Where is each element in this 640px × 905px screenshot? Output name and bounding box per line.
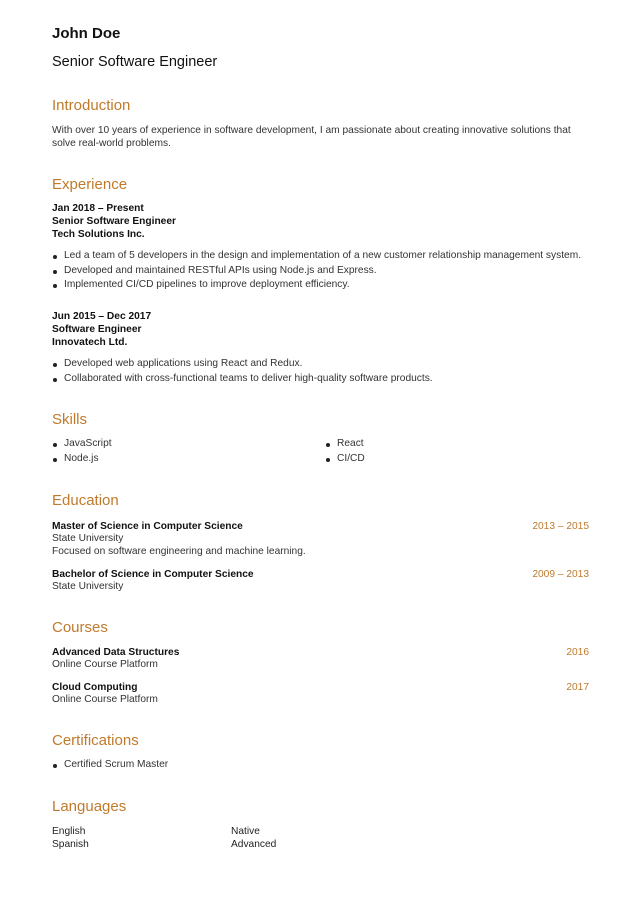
list-item: Developed and maintained RESTful APIs using Node.js and Express. — [52, 264, 581, 279]
skills-list-right — [325, 437, 365, 466]
course-provider: Online Course Platform — [52, 659, 158, 670]
education-years: 2013 – 2015 — [532, 521, 589, 532]
language-row — [52, 838, 589, 851]
list-item: Collaborated with cross-functional teams to deliver high-quality software products. — [52, 372, 433, 387]
job-dates: Jun 2015 – Dec 2017 — [52, 311, 152, 322]
language-name: Spanish — [52, 839, 89, 850]
course-entry — [52, 681, 589, 694]
course-year: 2016 — [566, 647, 589, 658]
list-item: Led a team of 5 developers in the design and implementation of a new customer relationship management system. — [52, 249, 581, 264]
language-row — [52, 825, 589, 838]
job-dates: Jan 2018 – Present — [52, 203, 144, 214]
certifications-list — [52, 758, 168, 773]
skill-item: CI/CD — [325, 452, 365, 467]
section-heading-introduction: Introduction — [52, 97, 131, 114]
skill-item: Node.js — [52, 452, 112, 467]
job-bullets — [52, 249, 581, 293]
education-years: 2009 – 2013 — [532, 569, 589, 580]
education-school: State University — [52, 581, 124, 592]
education-degree: Master of Science in Computer Science — [52, 521, 243, 532]
section-heading-education: Education — [52, 492, 119, 509]
list-item: Implemented CI/CD pipelines to improve deployment efficiency. — [52, 278, 581, 293]
skill-item: React — [325, 437, 365, 452]
course-provider: Online Course Platform — [52, 694, 158, 705]
section-heading-courses: Courses — [52, 619, 108, 636]
certification-item: Certified Scrum Master — [52, 758, 168, 773]
job-company: Innovatech Ltd. — [52, 337, 128, 348]
skill-item: JavaScript — [52, 437, 112, 452]
job-role: Senior Software Engineer — [52, 216, 176, 227]
language-level: Advanced — [231, 839, 277, 850]
job-company: Tech Solutions Inc. — [52, 229, 145, 240]
education-entry — [52, 568, 589, 581]
course-name: Advanced Data Structures — [52, 647, 180, 658]
resume-name: John Doe — [52, 25, 121, 42]
list-item: Developed web applications using React and Redux. — [52, 357, 433, 372]
education-note: Focused on software engineering and machine learning. — [52, 546, 306, 557]
language-name: English — [52, 826, 86, 837]
section-heading-languages: Languages — [52, 798, 127, 815]
language-level: Native — [231, 826, 260, 837]
resume-title: Senior Software Engineer — [52, 54, 218, 70]
education-school: State University — [52, 533, 124, 544]
introduction-text: With over 10 years of experience in software development, I am passionate about creating innovative solutions that solve real-world problems. — [52, 125, 571, 149]
section-heading-skills: Skills — [52, 411, 88, 428]
section-heading-experience: Experience — [52, 176, 128, 193]
course-year: 2017 — [566, 682, 589, 693]
course-name: Cloud Computing — [52, 682, 138, 693]
skills-list-left — [52, 437, 112, 466]
education-degree: Bachelor of Science in Computer Science — [52, 569, 254, 580]
job-bullets — [52, 357, 433, 386]
education-entry — [52, 520, 589, 533]
course-entry — [52, 646, 589, 659]
job-role: Software Engineer — [52, 324, 142, 335]
section-heading-certifications: Certifications — [52, 732, 139, 749]
